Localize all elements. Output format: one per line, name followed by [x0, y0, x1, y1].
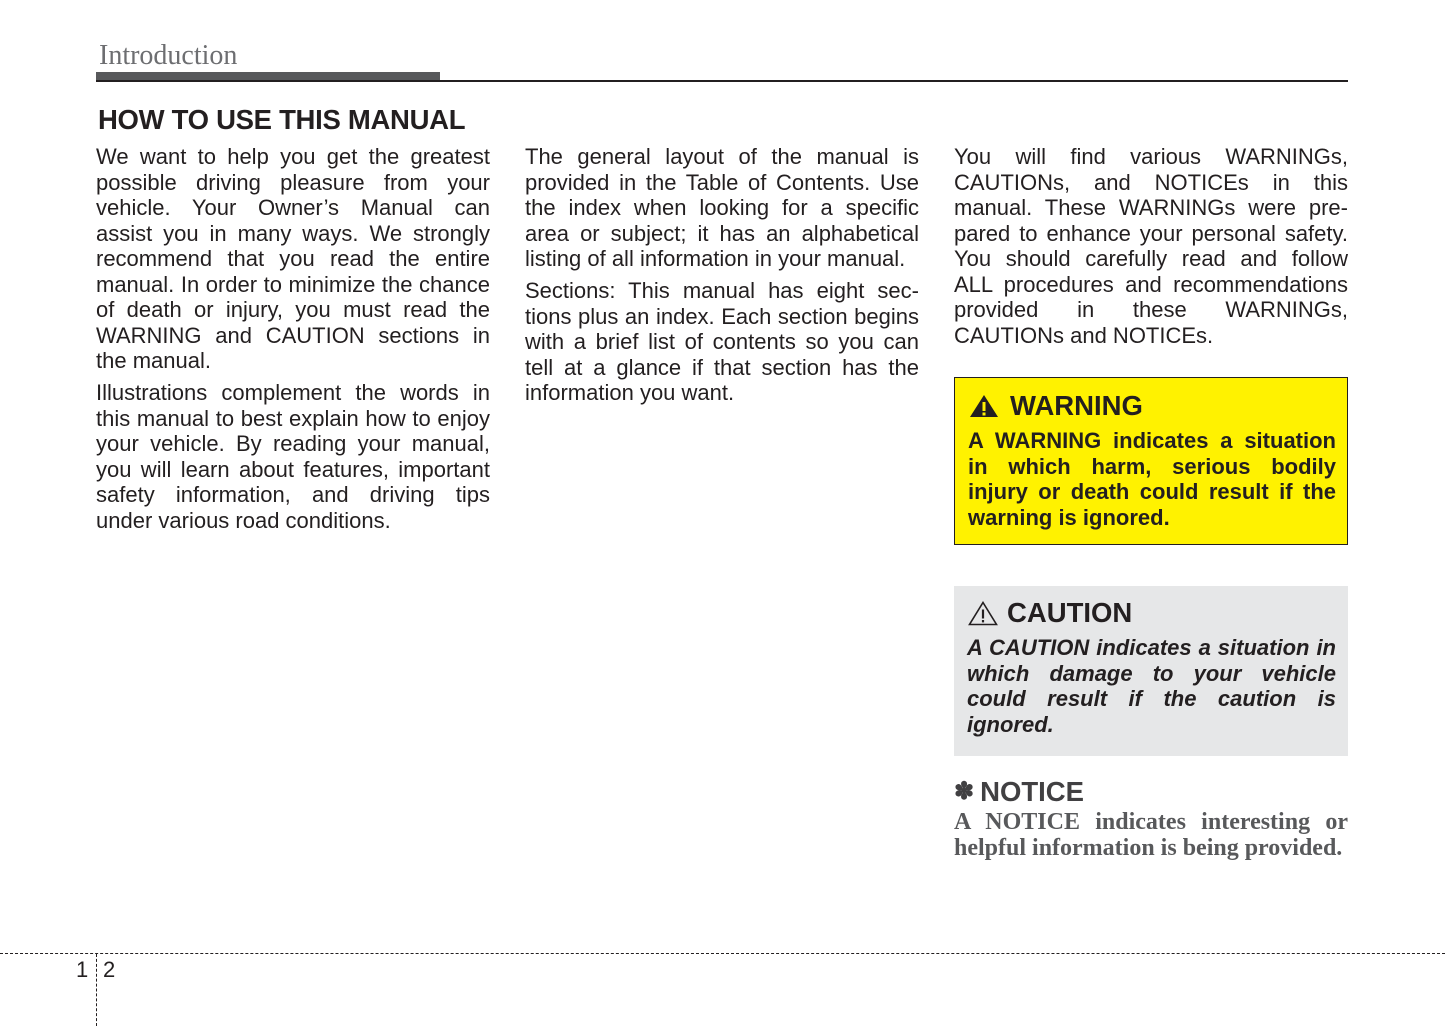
caution-title: CAUTION: [1007, 597, 1133, 628]
column-2: [525, 144, 919, 412]
paragraph: We want to help you get the greatest possible driving pleasure from your vehicle. Your Owner’s Manual can assist you in many ways. We strongly recommend that you read the entire manual. In order to minimize the chance of death or injury, you must read the WARNING and CAUTION sections in the manual.: [96, 144, 490, 373]
caution-triangle-icon: [968, 601, 998, 626]
page-chapter-number: 1: [76, 957, 89, 982]
notice-star-icon: ✽: [954, 778, 975, 805]
footer-dashed-line: [0, 953, 1445, 954]
warning-heading: [969, 390, 1143, 422]
paragraph: You will find various WARNINGs, CAUTIONs, and NOTICEs in this manual. These WARNINGs were prepared to enhance your personal safety. You should carefully read and follow ALL procedures and recommendations provided in these WARNINGs, CAUTIONs and NOTICEs.: [954, 144, 1348, 348]
paragraph: Illustrations complement the words in this manual to best explain how to enjoy your vehicle. By reading your manual, you will learn about features, important safety information, and driving tips under various road conditions.: [96, 380, 490, 533]
header-rule: [96, 80, 1348, 82]
notice-heading: [954, 776, 1084, 808]
paragraph: Sections: This manual has eight sections plus an index. Each section begins with a brief list of contents so you can tell at a glance if that section has the information you want.: [525, 278, 919, 405]
caution-heading: [968, 597, 1132, 629]
notice-title: NOTICE: [980, 776, 1084, 807]
page-number: 2: [103, 957, 116, 982]
paragraph: The general layout of the manual is provided in the Table of Contents. Use the index when looking for a specific area or subject; it has an alphabetical listing of all information in your manual.: [525, 144, 919, 271]
footer-vertical-dashed-line: [96, 954, 97, 1026]
section-header: Introduction: [99, 40, 238, 71]
caution-box: [954, 586, 1348, 756]
notice-text: A NOTICE indicates interesting or helpful information is being provided.: [954, 809, 1348, 861]
column-3: [954, 144, 1348, 355]
caution-text: A CAUTION indicates a situation in which damage to your vehicle could result if the caution is ignored.: [967, 635, 1336, 737]
warning-box: [954, 377, 1348, 545]
column-1: [96, 144, 490, 540]
page-title: HOW TO USE THIS MANUAL: [98, 104, 466, 135]
warning-text: A WARNING indicates a situation in which harm, serious bodily injury or death could result if the warning is ignored.: [968, 428, 1336, 531]
warning-title: WARNING: [1010, 390, 1143, 421]
warning-triangle-icon: [969, 394, 999, 418]
